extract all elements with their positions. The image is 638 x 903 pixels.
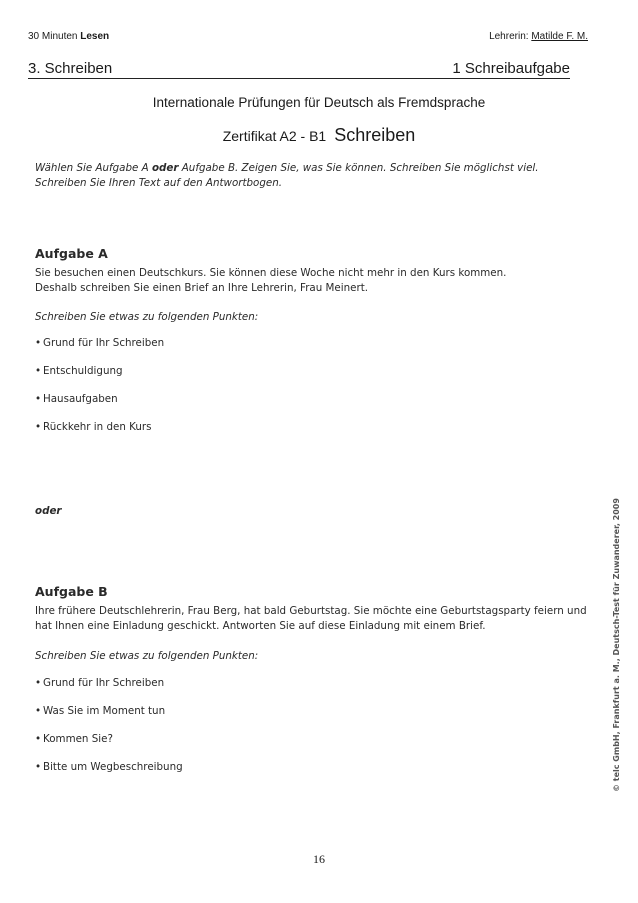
section-title: 3. Schreiben: [28, 60, 113, 77]
instructions: [35, 161, 595, 191]
header-right: [489, 31, 588, 42]
certificate-level: Zertifikat A2 - B1: [222, 128, 327, 144]
certificate-skill: Schreiben: [334, 125, 416, 145]
page-number: 16: [313, 852, 325, 866]
task-b-text: [35, 604, 610, 634]
copyright-watermark: © telc GmbH, Frankfurt a. M., Deutsch-Test für Zuwanderer, 2009: [612, 498, 621, 792]
header-teacher-name: Matilde F. M.: [531, 31, 588, 42]
task-b-line1: Ihre frühere Deutschlehrerin, Frau Berg, hat bald Geburtstag. Sie möchte eine Geburtstagsparty feiern und: [35, 605, 587, 617]
task-b-line2: hat Ihnen eine Einladung geschickt. Antworten Sie auf diese Einladung mit einem Brief.: [35, 620, 486, 632]
task-b-prompt: Schreiben Sie etwas zu folgenden Punkten:: [35, 650, 259, 662]
task-b-point: • Kommen Sie?: [35, 732, 113, 747]
task-a-text: [35, 266, 605, 296]
instructions-oder: oder: [151, 162, 179, 174]
task-a-line2: Deshalb schreiben Sie einen Brief an Ihre Lehrerin, Frau Meinert.: [35, 282, 369, 294]
task-b-heading: Aufgabe B: [35, 584, 108, 599]
task-count: 1 Schreibaufgabe: [452, 60, 570, 77]
task-b-point: • Was Sie im Moment tun: [35, 704, 165, 719]
task-a-prompt: Schreiben Sie etwas zu folgenden Punkten:: [35, 311, 259, 323]
task-b-point: • Bitte um Wegbeschreibung: [35, 760, 183, 775]
header-teacher-label: Lehrerin:: [489, 31, 532, 42]
oder-separator: oder: [35, 505, 62, 517]
task-a-heading: Aufgabe A: [35, 246, 108, 261]
exam-title: Internationale Prüfungen für Deutsch als Fremdsprache: [152, 95, 486, 110]
task-a-point: • Rückkehr in den Kurs: [35, 420, 152, 435]
certificate-title: [0, 125, 638, 146]
section-line: [28, 60, 570, 79]
task-a-point: • Grund für Ihr Schreiben: [35, 336, 164, 351]
header-left-bold: Lesen: [80, 31, 110, 42]
instructions-part2: Aufgabe B. Zeigen Sie, was Sie können. Schreiben Sie möglichst viel.: [178, 162, 539, 174]
task-a-point: • Entschuldigung: [35, 364, 123, 379]
header-left: [28, 31, 109, 42]
instructions-line2: Schreiben Sie Ihren Text auf den Antwortbogen.: [35, 177, 283, 189]
task-b-point: • Grund für Ihr Schreiben: [35, 676, 164, 691]
header-left-normal: 30 Minuten: [28, 31, 81, 42]
task-a-point: • Hausaufgaben: [35, 392, 118, 407]
instructions-part1: Wählen Sie Aufgabe A: [35, 162, 152, 174]
task-a-line1: Sie besuchen einen Deutschkurs. Sie können diese Woche nicht mehr in den Kurs kommen.: [35, 267, 507, 279]
